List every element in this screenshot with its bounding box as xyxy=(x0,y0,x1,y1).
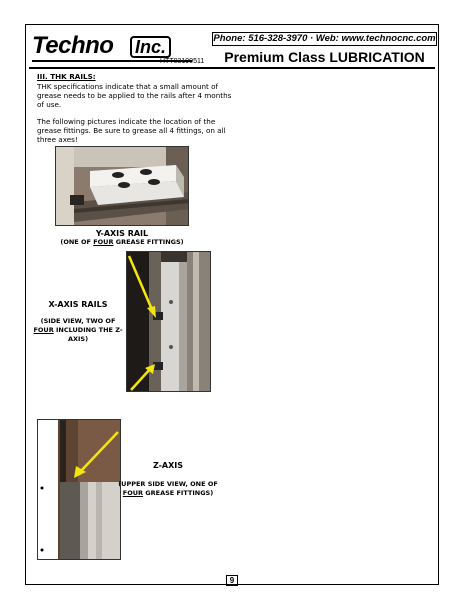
page-title: Premium Class LUBRICATION xyxy=(224,49,425,65)
z-axis-sub-pre: (UPPER SIDE VIEW, ONE OF xyxy=(118,480,218,488)
x-axis-caption xyxy=(31,300,125,344)
x-axis-rails-photo xyxy=(126,251,211,392)
y-axis-caption xyxy=(55,229,189,247)
x-axis-sub-pre: (SIDE VIEW, TWO OF xyxy=(40,317,116,325)
x-axis-title: X-AXIS RAILS xyxy=(48,300,108,309)
section-heading: III. THK RAILS: xyxy=(37,72,96,81)
header-rule xyxy=(29,67,435,69)
z-axis-title: Z-AXIS xyxy=(152,461,184,470)
document-code: HTT03190511 xyxy=(160,58,205,65)
z-axis-sub xyxy=(118,480,218,498)
section-text xyxy=(37,72,237,144)
page-header xyxy=(29,28,437,66)
x-axis-sub xyxy=(31,317,125,344)
document-page xyxy=(25,24,439,585)
page-number: 9 xyxy=(226,575,238,586)
paragraph-2: The following pictures indicate the location of the grease fittings. Be sure to grease all 4 fittings, on all three axes! xyxy=(37,117,226,144)
z-axis-caption xyxy=(118,461,218,498)
z-axis-photo xyxy=(37,419,121,560)
x-axis-sub-post: INCLUDING THE Z-AXIS) xyxy=(53,326,123,343)
y-axis-sub-post: GREASE FITTINGS) xyxy=(113,238,184,246)
y-axis-title: Y-AXIS RAIL xyxy=(95,229,149,238)
y-axis-sub-emphasis: FOUR xyxy=(93,238,114,246)
z-axis-sub-post: GREASE FITTINGS) xyxy=(143,489,214,497)
logo-inc-badge: Inc. xyxy=(130,36,171,58)
z-axis-sub-emphasis: FOUR xyxy=(122,489,144,497)
x-axis-sub-emphasis: FOUR xyxy=(33,326,54,334)
paragraph-1: THK specifications indicate that a small amount of grease needs to be applied to the rails after 4 months of use. xyxy=(37,82,232,109)
y-axis-rail-photo xyxy=(55,146,189,226)
contact-box: Phone: 516-328-3970 · Web: www.technocnc.com xyxy=(213,33,436,44)
y-axis-sub xyxy=(55,238,189,247)
logo-text: Techno xyxy=(32,32,114,59)
y-axis-sub-pre: (ONE OF xyxy=(60,238,94,246)
